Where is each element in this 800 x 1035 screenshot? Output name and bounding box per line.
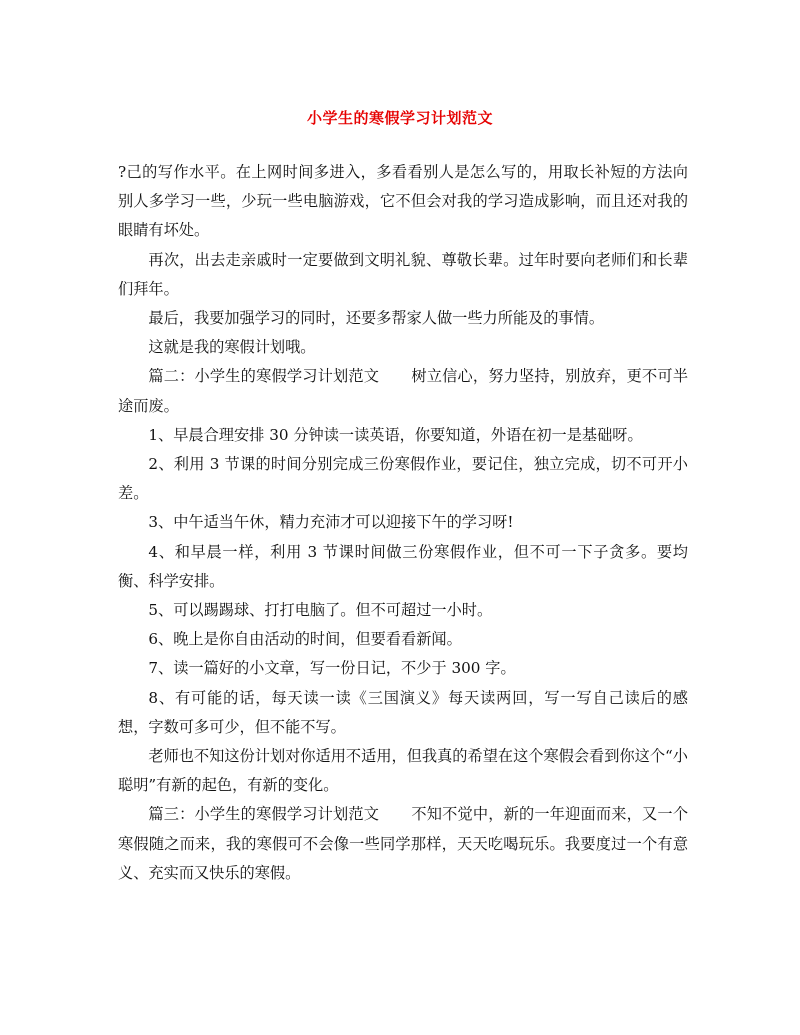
section-heading: 篇三：小学生的寒假学习计划范文: [148, 805, 380, 824]
section-paragraph: [118, 800, 688, 888]
section-text: 不知不觉中，新的一年迎面而来，又一个寒假随之而来，我的寒假可不会像一些同学那样，天天吃喝玩乐。我要度过一个有意义、充实而又快乐的寒假。: [118, 805, 689, 882]
list-item: 4、和早晨一样，利用 3 节课时间做三份寒假作业，但不可一下子贪多。要均衡、科学安排。: [118, 542, 688, 590]
paragraph: 最后，我要加强学习的同时，还要多帮家人做一些力所能及的事情。: [148, 309, 605, 328]
list-item: 6、晚上是你自由活动的时间，但要看看新闻。: [148, 630, 462, 649]
section-heading: 篇二：小学生的寒假学习计划范文: [148, 367, 380, 386]
list-item: 8、有可能的话，每天读一读《三国演义》每天读两回，写一写自己读后的感想，字数可多可少，但不能不写。: [118, 688, 688, 736]
list-item: 1、早晨合理安排 30 分钟读一读英语，你要知道，外语在初一是基础呀。: [148, 425, 643, 444]
list-item: 2、利用 3 节课的时间分别完成三份寒假作业，要记住，独立完成，切不可开小差。: [118, 455, 688, 503]
document-title: 小学生的寒假学习计划范文: [306, 109, 493, 127]
paragraph: 老师也不知这份计划对你适用不适用，但我真的希望在这个寒假会看到你这个“小聪明”有新的起色，有新的变化。: [118, 747, 688, 795]
section-paragraph: [118, 362, 688, 420]
paragraph: 再次，出去走亲戚时一定要做到文明礼貌、尊敬长辈。过年时要向老师们和长辈们拜年。: [118, 250, 688, 298]
document-body: [118, 158, 688, 888]
paragraph: 这就是我的寒假计划哦。: [148, 338, 316, 357]
list-item: 5、可以踢踢球、打打电脑了。但不可超过一小时。: [148, 601, 493, 620]
list-item: 7、读一篇好的小文章，写一份日记，不少于 300 字。: [148, 659, 516, 678]
paragraph: ?己的写作水平。在上网时间多进入，多看看别人是怎么写的，用取长补短的方法向别人多学习一些，少玩一些电脑游戏，它不但会对我的学习造成影响，而且还对我的眼睛有坏处。: [118, 163, 688, 240]
list-item: 3、中午适当午休，精力充沛才可以迎接下午的学习呀!: [148, 513, 514, 532]
section-text: 树立信心，努力坚持，别放弃，更不可半途而废。: [118, 367, 689, 415]
